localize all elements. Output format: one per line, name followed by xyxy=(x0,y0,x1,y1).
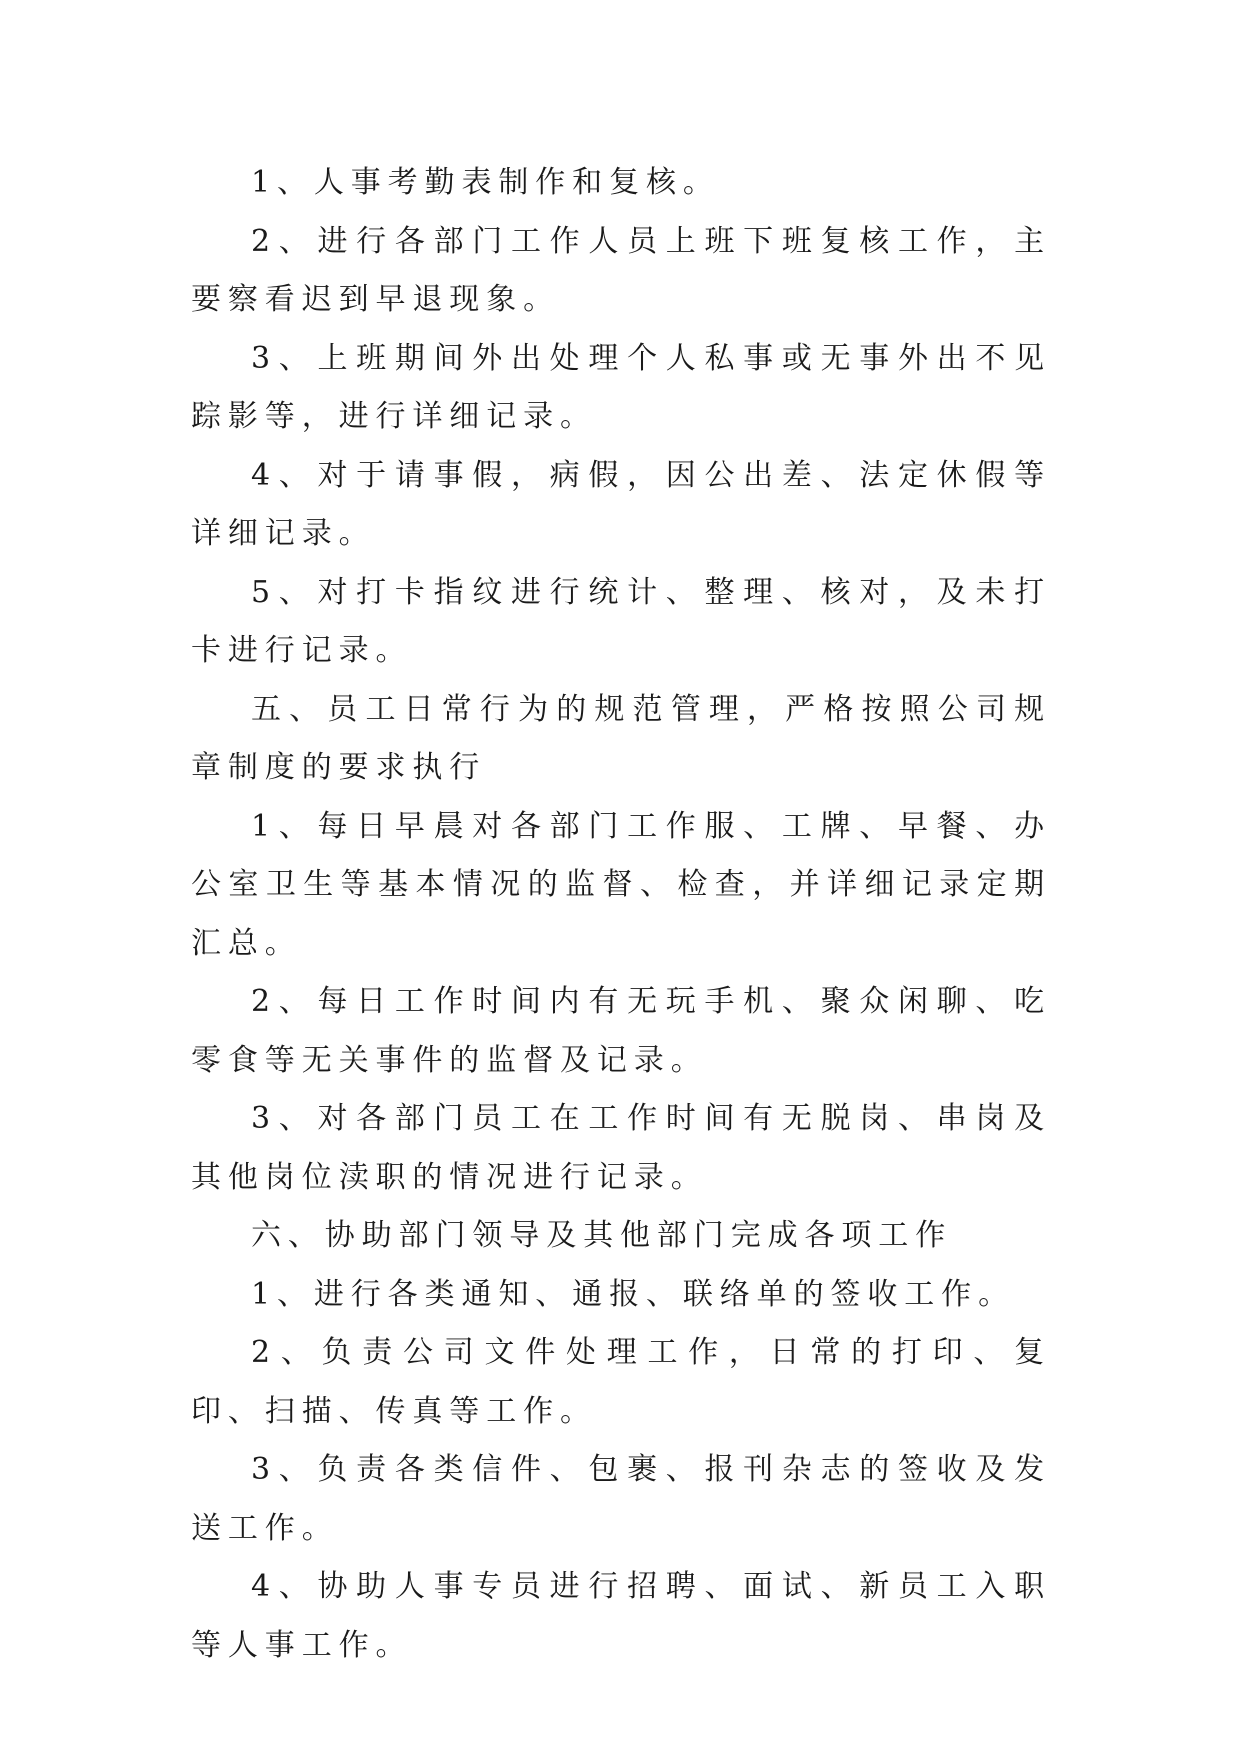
paragraph-attendance-sheet: 1、人事考勤表制作和复核。 xyxy=(251,165,720,200)
paragraph-notices-signoff: 1、进行各类通知、通报、联络单的签收工作。 xyxy=(251,1276,1015,1312)
document-body xyxy=(191,154,1051,1675)
paragraph-morning-inspection: 1、每日早晨对各部门工作服、工牌、早餐、办公室卫生等基本情况的监督、检查，并详细记录定期汇总。 xyxy=(191,808,1051,961)
paragraph-fingerprint-stats: 5、对打卡指纹进行统计、整理、核对，及未打卡进行记录。 xyxy=(191,574,1051,668)
paragraph-mail-handling: 3、负责各类信件、包裹、报刊杂志的签收及发送工作。 xyxy=(191,1452,1051,1546)
paragraph-leave-record: 4、对于请事假，病假，因公出差、法定休假等详细记录。 xyxy=(191,457,1051,551)
section-heading-six: 六、协助部门领导及其他部门完成各项工作 xyxy=(251,1218,953,1253)
paragraph-work-hours-check: 2、进行各部门工作人员上班下班复核工作，主要察看迟到早退现象。 xyxy=(191,223,1051,317)
paragraph-absence-record: 3、对各部门员工在工作时间有无脱岗、串岗及其他岗位渎职的情况进行记录。 xyxy=(191,1101,1051,1195)
paragraph-work-time-supervision: 2、每日工作时间内有无玩手机、聚众闲聊、吃零食等无关事件的监督及记录。 xyxy=(191,984,1051,1078)
section-heading-five: 五、员工日常行为的规范管理，严格按照公司规章制度的要求执行 xyxy=(191,691,1051,785)
paragraph-going-out-record: 3、上班期间外出处理个人私事或无事外出不见踪影等，进行详细记录。 xyxy=(191,340,1051,434)
paragraph-recruitment-assist: 4、协助人事专员进行招聘、面试、新员工入职等人事工作。 xyxy=(191,1569,1051,1663)
paragraph-file-handling: 2、负责公司文件处理工作，日常的打印、复印、扫描、传真等工作。 xyxy=(191,1335,1051,1429)
